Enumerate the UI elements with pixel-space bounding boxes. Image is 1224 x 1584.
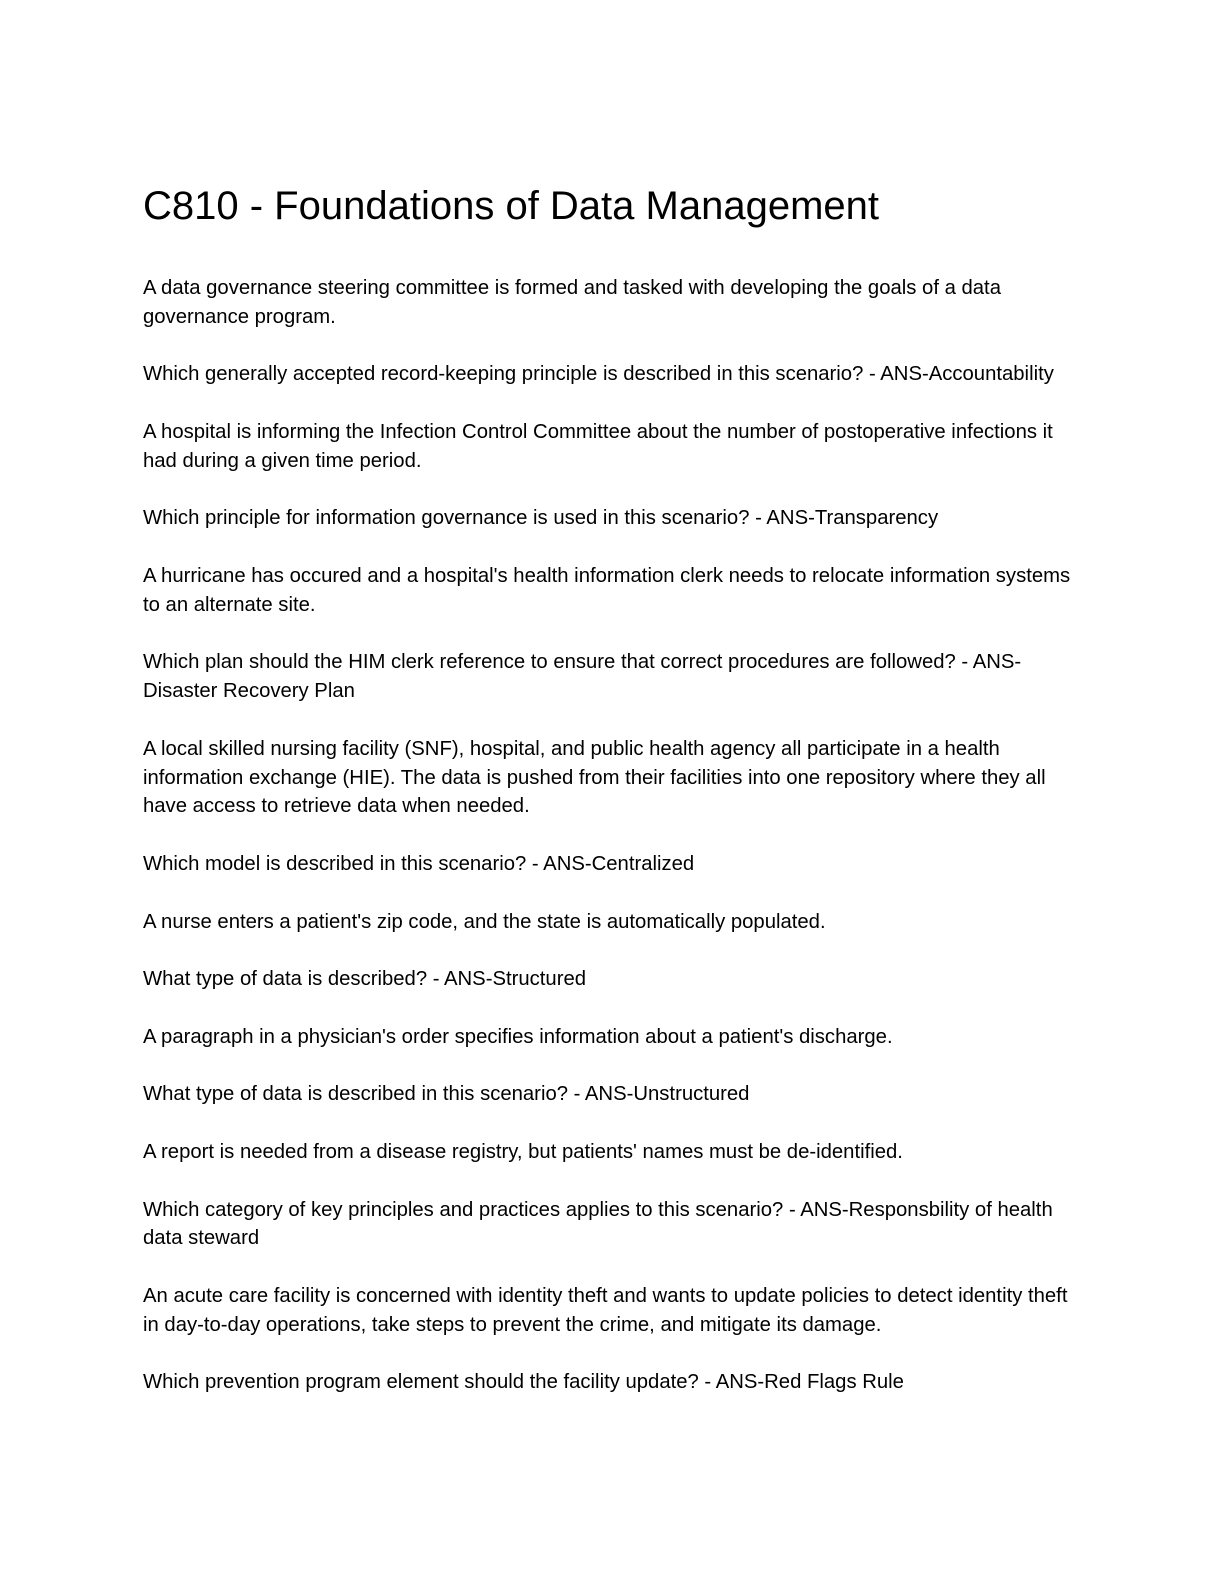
document-title: C810 - Foundations of Data Management: [143, 184, 879, 228]
scenario-paragraph: A local skilled nursing facility (SNF), hospital, and public health agency all participate in a health information exchange (HIE). The data is pushed from their facilities into one repository where they all have access to retrieve data when needed.: [143, 737, 1046, 818]
scenario-paragraph: A data governance steering committee is formed and tasked with developing the goals of a data governance program.: [143, 277, 1001, 328]
question-answer-paragraph: Which generally accepted record-keeping principle is described in this scenario? - ANS-Accountability: [143, 363, 1054, 386]
question-answer-paragraph: Which prevention program element should the facility update? - ANS-Red Flags Rule: [143, 1371, 904, 1394]
scenario-paragraph: A paragraph in a physician's order specifies information about a patient's discharge.: [143, 1025, 893, 1048]
scenario-paragraph: A hospital is informing the Infection Control Committee about the number of postoperative infections it had during a given time period.: [143, 420, 1053, 472]
document-page: [143, 181, 1073, 1426]
question-answer-paragraph: What type of data is described in this scenario? - ANS-Unstructured: [143, 1083, 750, 1106]
question-answer-paragraph: Which principle for information governance is used in this scenario? - ANS-Transparency: [143, 507, 939, 530]
scenario-paragraph: An acute care facility is concerned with identity theft and wants to update policies to detect identity theft in day-to-day operations, take steps to prevent the crime, and mitigate its damage.: [143, 1284, 1068, 1336]
question-answer-paragraph: Which category of key principles and practices applies to this scenario? - ANS-Responsbility of health data steward: [143, 1198, 1053, 1250]
question-answer-paragraph: What type of data is described? - ANS-Structured: [143, 968, 587, 991]
scenario-paragraph: A nurse enters a patient's zip code, and the state is automatically populated.: [143, 910, 826, 933]
question-answer-paragraph: Which model is described in this scenario? - ANS-Centralized: [143, 852, 695, 875]
question-answer-paragraph: Which plan should the HIM clerk reference to ensure that correct procedures are followed? - ANS-Disaster Recovery Plan: [143, 651, 1022, 703]
scenario-paragraph: A report is needed from a disease registry, but patients' names must be de-identified.: [143, 1140, 903, 1163]
scenario-paragraph: A hurricane has occured and a hospital's health information clerk needs to relocate information systems to an alternate site.: [143, 564, 1071, 616]
